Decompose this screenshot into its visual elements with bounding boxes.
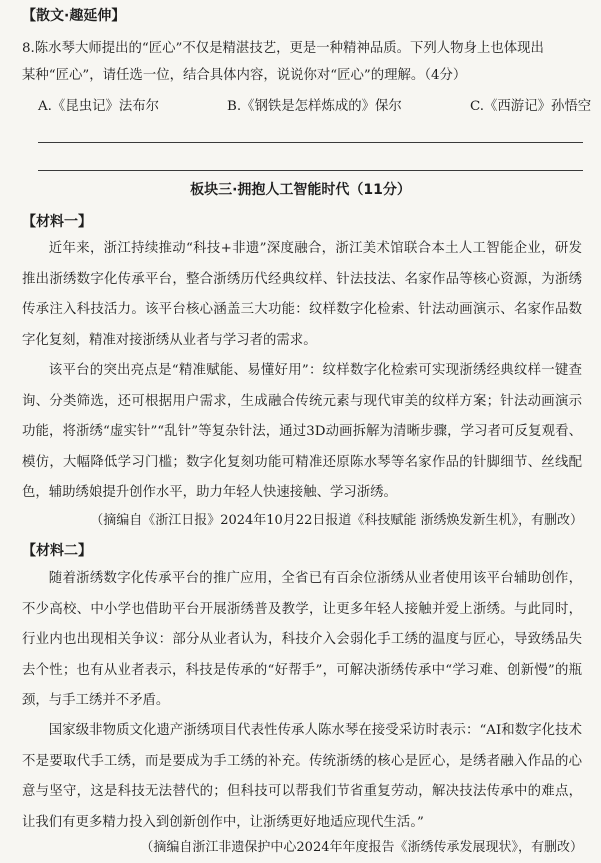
material-2-paragraph-1: 随着浙绣数字化传承平台的推广应用，全省已有百余位浙绣从业者使用该平台辅助创作，不少高校、中小学也借助平台开展浙绣普及教学，让更多年轻人接触并爱上浙绣。与此同时，行业内也出现相关争议：部分从业者认为，科技介入会弱化手工绣的温度与匠心，导致绣品失去个性；也有从业者表示，科技是传承的“好帮手”，可解决浙绣传承中“学习难、创新慢”的瓶颈，与手工绣并不矛盾。 (22, 571, 582, 708)
answer-line[interactable] (38, 142, 583, 143)
option-c: C.《西游记》孙悟空 (470, 99, 592, 114)
section-label-prose: 【散文·趣延伸】 (22, 8, 126, 24)
question-8-options (38, 95, 592, 121)
material-1-paragraph-1: 近年来，浙江持续推动“科技+非遗”深度融合，浙江美术馆联合本土人工智能企业，研发推出浙绣数字化传承平台，整合浙绣历代经典纹样、针法技法、名家作品等核心资源，为浙绣传承注入科技活力。该平台核心涵盖三大功能：纹样数字化检索、针法动画演示、名家作品数字化复刻，精准对接浙绣从业者与学习者的需求。 (22, 241, 582, 348)
material-2-paragraph-2: 国家级非物质文化遗产浙绣项目代表性传承人陈水琴在接受采访时表示：“AI和数字化技术不是要取代手工绣，而是要成为手工绣的补充。传统浙绣的核心是匠心，是绣者融入作品的心意与坚守，这是科技无法替代的；但科技可以帮我们节省重复劳动，解决技法传承中的难点，让我们有更多精力投入到创新创作中，让浙绣更好地适应现代生活。” (22, 723, 582, 830)
option-a: A.《昆虫记》法布尔 (38, 99, 160, 114)
question-8-line-2: 某种“匠心”，请任选一位，结合具体内容，说说你对“匠心”的理解。（4分） (22, 68, 467, 83)
material-1-label: 【材料一】 (22, 214, 92, 230)
material-2-source: （摘编自浙江非遗保护中心2024年年度报告《浙绣传承发展现状》，有删改） (140, 840, 583, 855)
answer-line[interactable] (38, 170, 583, 171)
material-1-source: （摘编自《浙江日报》2024年10月22日报道《科技赋能 浙绣焕发新生机》，有删改） (90, 513, 583, 528)
option-b: B.《钢铁是怎样炼成的》保尔 (227, 99, 402, 114)
block-title: 板块三·拥抱人工智能时代（11分） (190, 182, 411, 198)
material-2-label: 【材料二】 (22, 543, 92, 559)
question-8-line-1: 8.陈水琴大师提出的“匠心”不仅是精湛技艺，更是一种精神品质。下列人物身上也体现出 (22, 41, 544, 56)
material-1-paragraph-2: 该平台的突出亮点是“精准赋能、易懂好用”：纹样数字化检索可实现浙绣经典纹样一键查询、分类筛选，还可根据用户需求，生成融合传统元素与现代审美的纹样方案；针法动画演示功能，将浙绣“虚实针”“乱针”等复杂针法，通过3D动画拆解为清晰步骤，学习者可反复观看、模仿，大幅降低学习门槛；数字化复刻功能可精准还原陈水琴等名家作品的针脚细节、丝线配色，辅助绣娘提升创作水平，助力年轻人快速接触、学习浙绣。 (22, 363, 582, 500)
